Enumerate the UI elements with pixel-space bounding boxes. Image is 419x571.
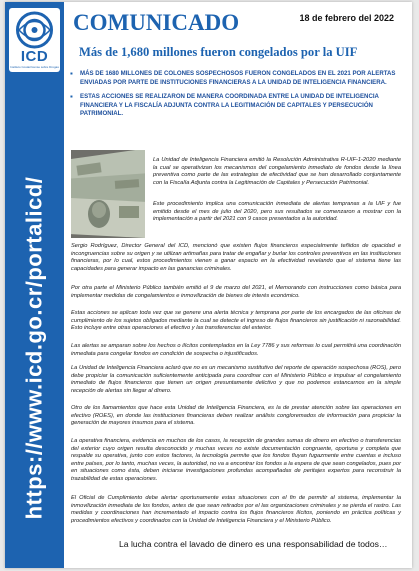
portal-url-text[interactable]: https://www.icd.go.cr/portalicd/	[21, 176, 47, 520]
document-subtitle: Más de 1,680 millones fueron congelados por la UIF	[79, 45, 358, 59]
icd-emblem-icon	[15, 11, 54, 49]
paragraph: Otro de los llamamientos que hace esta Unidad de Inteligencia Financiera, es la de prestar atención sobre las operaciones en efectivo (ROES), en donde las instituciones financieras deben realizar análisis congloremados de información para propiciar la generación de mayores insumos para el sistema.	[71, 405, 401, 426]
paragraph: Sergio Rodríguez, Director General del ICD, mencionó que existen flujos financieros especialmente teñidos de opacidad e incongruencias sobre su origen y se utilizan artimañas para tratar de engañar y burlar los controles preventivos en las instituciones financieras, por lo cual, estos procedimientos vienen a ganar espacio en la efectividad revelando que el sistema tiene las capacidades para generar impacto en las ganancias criminales.	[71, 243, 401, 272]
banknotes-photo	[71, 150, 145, 238]
blue-sidebar	[5, 2, 64, 568]
paragraph: El Oficial de Cumplimiento debe alertar oportunamente estas situaciones con el fin de permitir al sistema, implementar la inmovilización inmediata de los fondos, antes de que sean retirados por el las organizaciones criminales y se pierda el rastro. Las medidas y coordinaciones han incrementado el impacto contra los flujos financieros ilícitos, poniendo en práctica políticas y procedimientos efectivos y coordinados con la Unidad de Inteligencia Financiera y el Ministerio Público.	[71, 495, 401, 524]
paragraph: La Unidad de Inteligencia Financiera emitió la Resolución Administrativa R-UIF-1-2020 mediante la cual se operativizan los mecanismos del congelamiento inmediato de fondos desde la línea preventiva como parte de las estrategias de efectividad que se han desarrollado conjuntamente con la Fiscalía Adjunta contra la Legitimación de Capitales y Persecución Patrimonial.	[153, 157, 401, 186]
paragraph: Estas acciones se aplican toda vez que se genere una alerta técnica y temprana por parte de los encargados de las oficinas de cumplimiento de los sujetos obligados mediante la cual se detecte el ingreso de flujos financieros sin justificación ni razonabilidad. Esto incluye entre otras operaciones el efectivo y las transferencias del exterior.	[71, 310, 401, 331]
banknotes-image	[71, 150, 145, 238]
paragraph: Este procedimiento implica una comunicación inmediata de alertas tempranas a la UIF y fue emitido desde el mes de julio del 2020, pero sus resultados se comenzaron a mostrar con la implementación a partir del 2021 con 9 casos presentados a la autoridad.	[153, 201, 401, 222]
icd-logo	[9, 8, 60, 72]
portal-url[interactable]	[11, 176, 57, 520]
document-title: COMUNICADO	[73, 10, 240, 35]
document-page	[5, 2, 412, 568]
summary-bullets	[69, 70, 407, 125]
paragraph: Las alertas se amparan sobre los hechos o ilícitos contemplados en la Ley 7786 y sus reformas lo cual permitirá una coordinación inmediata para congelar fondos en condición de sospecha o injustificados.	[71, 343, 401, 357]
logo-text: ICD	[20, 48, 49, 65]
paragraph: La Unidad de Inteligencia Financiera aclaró que no es un mecanismo sustitutivo del reporte de operación sospechosa (ROS), pero debe propiciar la comunicación suficientemente anticipada para coordinar con el Ministerio Público e impulsar el congelamiento inmediato de flujos financieros que tienen un origen presuntamente delictivo y que no podemos estancarnos en la simple recepción de alertas sin llegar al dinero.	[71, 365, 401, 394]
logo-subtext: Instituto Costarricense sobre Drogas	[10, 65, 59, 69]
bullet-item: ▪ MÁS DE 1680 MILLONES DE COLONES SOSPECHOSOS FUERON CONGELADOS EN EL 2021 POR ALERTAS ENVIADAS POR PARTE DE INSTITUCIONES FINANCIERAS A LA UNIDAD DE INTELIGENCIA FINANCIERA.	[69, 70, 407, 87]
bullet-item: ▪ ESTAS ACCIONES SE REALIZARON DE MANERA COORDINADA ENTRE LA UNIDAD DE INTELIGENCIA FINANCIERA Y LA FISCALÍA ADJUNTA CONTRA LA LEGITIMACIÓN DE CAPITALES Y PERSECUCIÓN PATRIMONIAL.	[69, 93, 407, 119]
document-date: 18 de febrero del 2022	[299, 13, 394, 23]
paragraph: La operativa financiera, evidencia en muchos de los casos, la recepción de grandes sumas de dinero en efectivo o transferencias del exterior cuyo origen resulta desconocido y muchas veces no existe documentación congruente, oportuna y completa que respalde su operativa, junto con estos factores, la tecnología permite que los fondos fluyan fugazmente entre cuentas e incluso entre países, por lo tanto, muchas veces, la autoridad, no va a encontrar los fondos a la espera de que sean congelados, pues por en situaciones como ésta, deben iniciarse investigaciones profundas acompañadas de peritajes expertos para reconstruir la trazabilidad de estas operaciones.	[71, 438, 401, 482]
paragraph: Por otra parte el Ministerio Público también emitió el 9 de marzo del 2021, el Memorando con instrucciones como básica para implementar medidas de congelamientos e inmovilización de bienes de interés económico.	[71, 285, 401, 299]
closing-statement: La lucha contra el lavado de dinero es una responsabilidad de todos…	[119, 539, 388, 549]
